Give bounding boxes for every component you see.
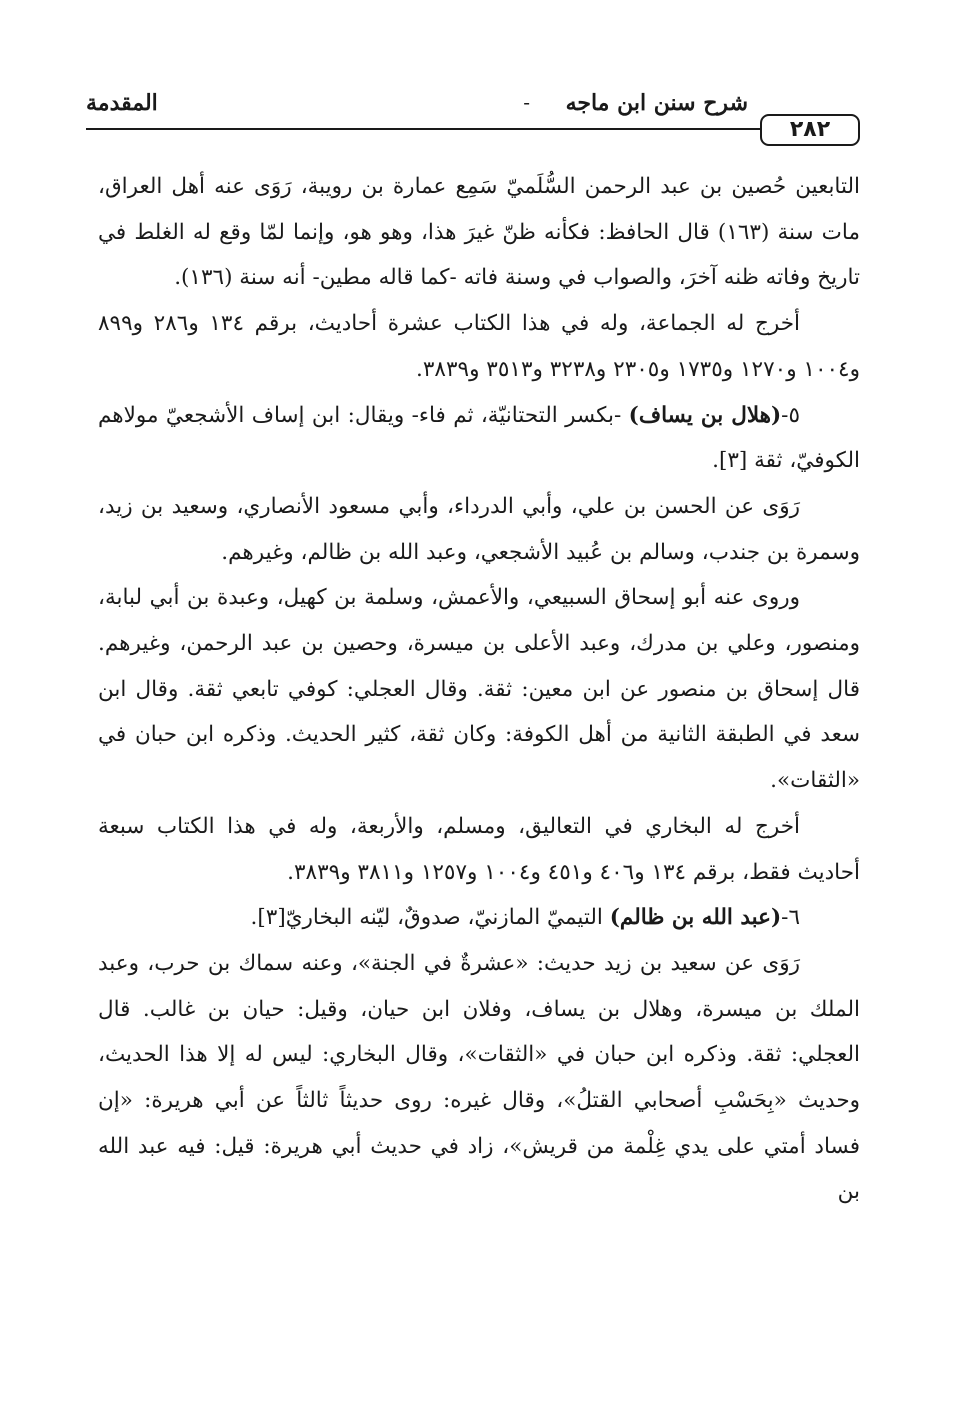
header-rule xyxy=(86,128,762,130)
narrator-name: (هلال بن يساف) xyxy=(628,402,782,428)
body-text xyxy=(98,164,860,1215)
narrator-description: التيميّ المازنيّ، صدوقٌ، ليّنه البخاريّ[٣]. xyxy=(250,905,610,931)
paragraph-narrated-from: رَوَى عن الحسن بن علي، وأبي الدرداء، وأبي مسعود الأنصاري، وسعيد بن زيد، وسمرة بن جندب، وسالم بن عُبيد الأشجعي، وعبد الله بن ظالم، وغيرهم. xyxy=(98,493,860,565)
section-title: المقدمة xyxy=(86,90,158,116)
header-dash: - xyxy=(523,90,530,114)
book-title: شرح سنن ابن ماجه xyxy=(565,90,748,116)
narrator-description: -بكسر التحتانيّة، ثم فاء- ويقال: ابن إساف الأشجعيّ مولاهم الكوفيّ، ثقة [٣]. xyxy=(98,402,860,474)
narrator-number: ٦- xyxy=(781,905,800,931)
paragraph-narrator-5 xyxy=(98,393,860,484)
narrator-number: ٥- xyxy=(781,402,800,428)
paragraph-narrator-6-details: رَوَى عن سعيد بن زيد حديث: «عشرةٌ في الجنة»، وعنه سماك بن حرب، وعبد الملك بن ميسرة، وهلال بن يساف، وفلان ابن حيان، وقيل: حيان بن غالب. قال العجلي: ثقة. وذكره ابن حبان في «الثقات»، وقال البخاري: ليس له إلا هذا الحديث، وحديث «بِحَسْبِ أصحابي القتلُ»، وقال غيره: روى حديثاً ثالثاً عن أبي هريرة: «إن فساد أمتي على يدي غِلْمة من قريش»، زاد في حديث أبي هريرة: قيل: فيه عبد الله بن xyxy=(98,950,860,1205)
paragraph-narrated-by: وروى عنه أبو إسحاق السبيعي، والأعمش، وسلمة بن كهيل، وعبدة بن أبي لبابة، ومنصور، وعلي بن مدرك، وعبد الأعلى بن ميسرة، وحصين بن عبد الرحمن، وغيرهم. قال إسحاق بن منصور عن ابن معين: ثقة. وقال العجلي: كوفي تابعي ثقة. وقال ابن سعد في الطبقة الثانية من أهل الكوفة: وكان ثقة، كثير الحديث. وذكره ابن حبان في «الثقات». xyxy=(98,585,860,794)
page-number: ٢٨٢ xyxy=(760,114,860,146)
narrator-name: (عبد الله بن ظالم) xyxy=(609,905,782,931)
paragraph-continuation: التابعين حُصين بن عبد الرحمن السُّلَميّ سَمِع عمارة بن رويبة، رَوَى عنه أهل العراق، مات سنة (١٦٣) قال الحافظ: فكأنه ظنّ غيرَ هذا، وهو هو، وإنما لمّا وقع له الغلط في تاريخ وفاته ظنه آخرَ، والصواب في وسنة فاته -كما قاله مطين- أنه سنة (١٣٦). xyxy=(98,174,860,291)
running-header xyxy=(86,88,860,150)
paragraph-hadith-count: أخرج له الجماعة، وله في هذا الكتاب عشرة أحاديث، برقم ١٣٤ و٢٨٦ و٨٩٩ و١٠٠٤ و١٢٧٠ و١٧٣٥ و٢٣٠٥ و٣٢٣٨ و٣٥١٣ و٣٨٣٩. xyxy=(98,311,860,382)
paragraph-hadith-count-2: أخرج له البخاري في التعاليق، ومسلم، والأربعة، وله في هذا الكتاب سبعة أحاديث فقط، برقم ١٣٤ و٤٠٦ و٤٥١ و١٠٠٤ و١٢٥٧ و٣٨١١ و٣٨٣٩. xyxy=(98,813,860,885)
paragraph-narrator-6 xyxy=(98,895,860,941)
